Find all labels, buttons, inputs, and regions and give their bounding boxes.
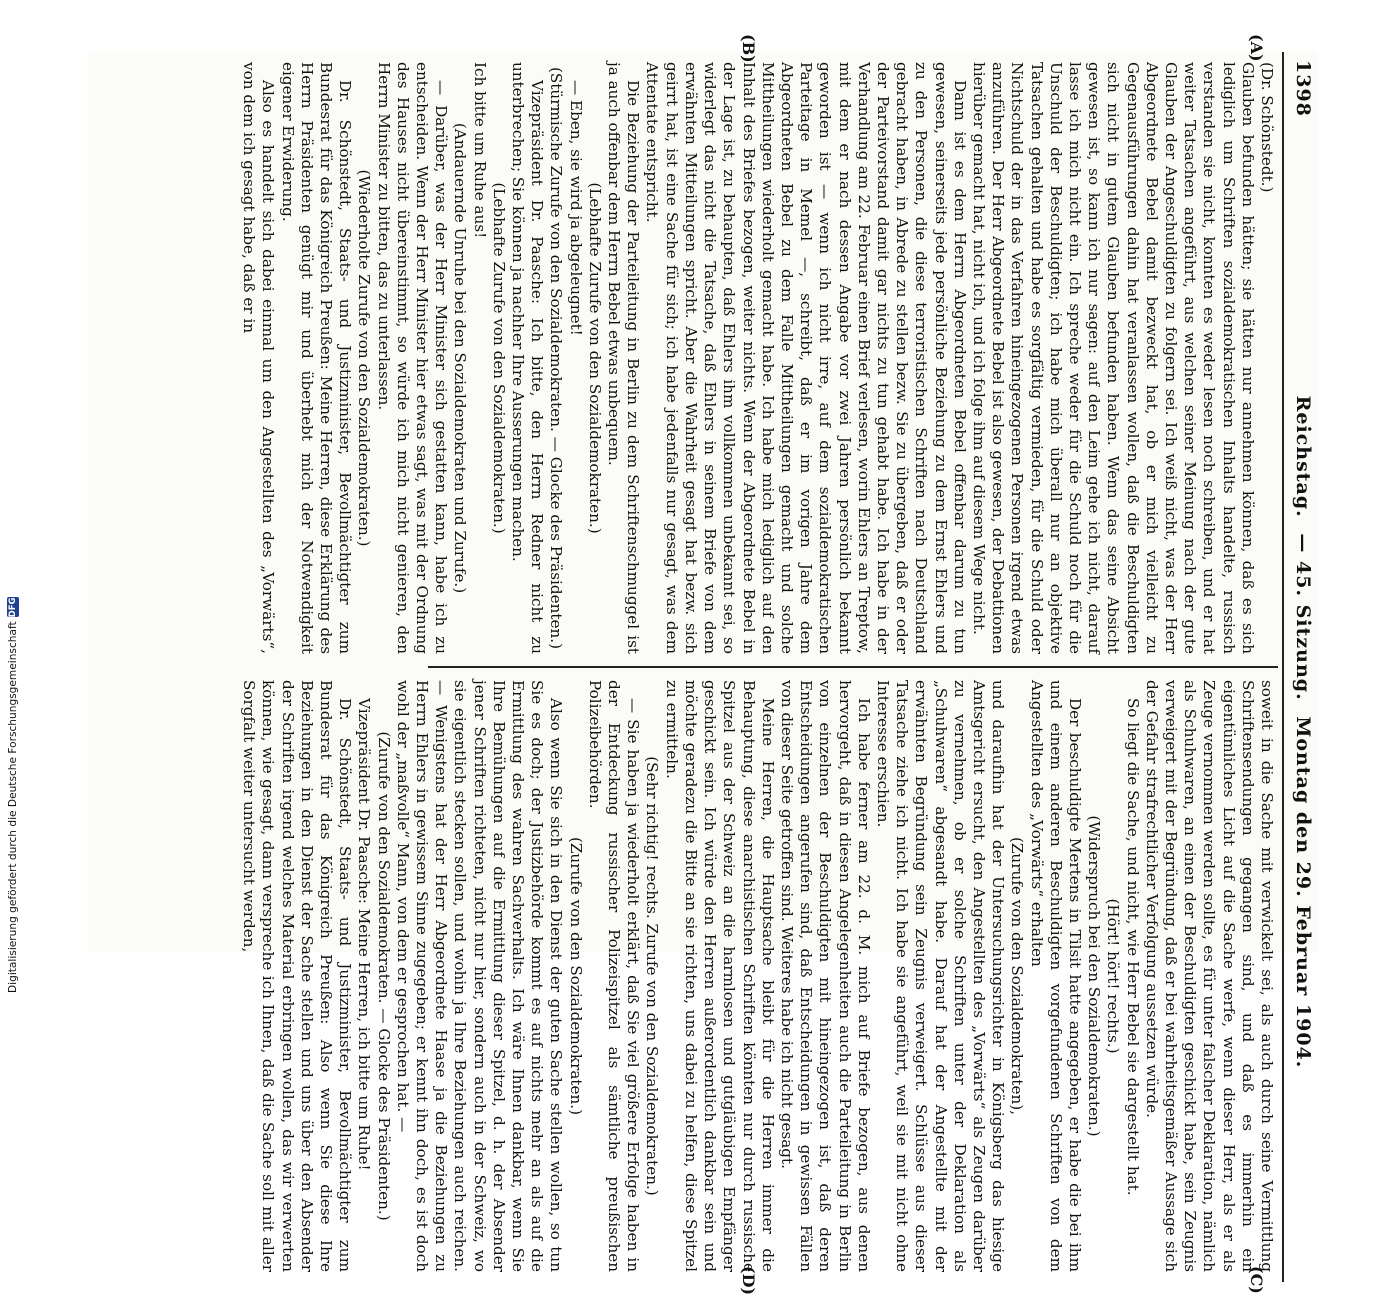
margin-mark-b: (B) bbox=[739, 34, 758, 63]
right-interjection-3: (Zurufe von den Sozialdemokraten), bbox=[1008, 836, 1027, 1116]
right-interjection-1: (Hört! hört! rechts.) bbox=[1104, 898, 1123, 1054]
right-paragraph-2: So liegt die Sache, und nicht, wie Herr Bebel sie dargestellt hat. bbox=[1123, 698, 1142, 1196]
rotated-scanned-page bbox=[88, 34, 1318, 1295]
left-vice-president-remark: Vizepräsident Dr. Paasche: Ich bitte, den Herrn Redner nicht zu unterbrechen; Sie können ja nachher Ihre Ausserungen machen. bbox=[509, 62, 547, 654]
right-interjection-4: (Sehr richtig! rechts. Zurufe von den Sozialdemokraten.) bbox=[643, 756, 662, 1196]
margin-mark-d: (D) bbox=[739, 1266, 758, 1295]
left-minister-paragraph: Dr. Schönstedt, Staats- und Justizminister, Bevollmächtigter zum Bundesrat für das Königreich Preußen: Meine Herren, diese Erklärung des Herrn Präsidenten genügt mir und überhebt mich der Notwendigkeit eigener Erwiderung. bbox=[278, 62, 355, 654]
right-paragraph-4: und daraufhin hat der Untersuchungsrichter in Königsberg das hiesige Amtsgericht ersucht, den Angestellten des „Vorwärts“ als Zeugen darüber zu vernehmen, ob er solche Schriften unter der Deklaration als „Schuhwaren“ abgesandt habe. Darauf hat der Angestellte mit der erwähnten Begründung sein Zeugnis verweigert. Schlüsse aus dieser Tatsache ziehe ich nicht. Ich habe sie angeführt, weil sie mit nicht ohne Interesse erschien. bbox=[873, 680, 1008, 1272]
left-last-paragraph: Also es handelt sich dabei einmal um den Angestellten des „Vorwärts“, von dem ich gesagt habe, daß er in bbox=[240, 62, 278, 654]
header-title-right: Montag den 29. Februar 1904. bbox=[1292, 716, 1314, 1069]
header-title-center: — 45. Sitzung. bbox=[1292, 533, 1314, 701]
right-column bbox=[240, 680, 1276, 1272]
right-interjection-2: (Widerspruch bei den Sozialdemokraten.) bbox=[1085, 815, 1104, 1137]
dfg-logo: DFG bbox=[8, 597, 18, 618]
margin-mark-a: (A) bbox=[1247, 34, 1266, 62]
right-minister-paragraph: Dr. Schönstedt, Staats- und Justizminister, Bevollmächtigter zum Bundesrat für das Königreich Preußen: Also wenn Sie diese Ihre Beziehungen in den Dienst der Sache stellen und uns über den Absender der Schriften irgend welches Material erbringen wollen, das wir verwerten können, wie gesagt, dann verspreche ich Ihnen, daß die Sache soll mit aller Sorgfalt weiter untersucht werden, bbox=[240, 680, 355, 1272]
right-paragraph-3: Der beschuldigte Mertens in Tilsit hatte angegeben, er habe die bei ihm und einem anderen Beschuldigten vorgefundenen Schriften von dem Angestellten des „Vorwärts“ erhalten bbox=[1027, 680, 1084, 1272]
header-rule bbox=[1282, 52, 1284, 1282]
right-paragraph-1: soweit in die Sache mit verwickelt sei, als auch durch seine Vermittlung Schriftensendungen gegangen sind, und daß es immerhin ein eigentümliches Licht auf die Sache werfe, wenn dieser Herr, als er als Zeuge vernommen werden sollte, es für unter falscher Deklaration, nämlich als Schuhwaren, an einen der Beschuldigten geschickt habe, sein Zeugnis verweigert mit der Begründung, daß er bei wahrheitsgemäßer Aussage sich der Gefahr strafrechtlicher Verfolgung aussetzen würde. bbox=[1142, 680, 1276, 1272]
left-closing-paragraph: — Darüber, was der Herr Minister sich gestatten kann, habe ich zu entscheiden. Wenn der Herr Minister hier etwas sagt, was mit der Ordnung des Hauses nicht übereinstimmt, so würde ich mich nicht genieren, den Herrn Minister zu bitten, das zu unterlassen. bbox=[374, 62, 451, 654]
right-paragraph-8: Also wenn Sie sich in den Dienst der guten Sache stellen wollen, so tun Sie es doch; der Justizbehörde kommt es auf nichts mehr an als auf die Ermittlung des wahren Sachverhalts. Ich wäre Ihnen dankbar, wenn Sie Ihre Bemühungen auf die Ermittlung dieser Spitzel, d. h. der Absender jener Schriften richteten, nicht nur hier, sondern auch in der Schweiz, wo sie eigentlich stecken sollen, und wohin ja Ihre Beziehungen auch reichen. — Wenigstens hat der Herr Abgeordnete Haase ja die Beziehungen zu Herrn Ehlers in gewissem Sinne zugegeben; er kennt ihn doch, es ist doch wohl der „maßvolle“ Mann, von dem er gesprochen hat. — bbox=[393, 680, 566, 1272]
right-interjection-5: (Zurufe von den Sozialdemokraten.) bbox=[566, 836, 585, 1116]
page-number: 1398 bbox=[1292, 60, 1314, 117]
right-paragraph-6: Meine Herren, die Hauptsache bleibt für die Herren immer die Behauptung, diese anarchistischen Schriften könnten nur durch russische Spitzel aus der Schweiz an die harmlosen und gutgläubigen Empfänger geschickt sein. Ich würde den Herren außerordentlich dankbar sein und möchte geradezu die Bitte an sie richten, uns dabei zu helfen, diese Spitzel zu ermitteln. bbox=[662, 680, 777, 1272]
left-interjection-4: (Andauernde Unruhe bei den Sozialdemokraten und Zurufe.) bbox=[451, 122, 470, 594]
left-column bbox=[240, 62, 1276, 654]
margin-mark-c: (C) bbox=[1247, 1266, 1266, 1294]
column-separator bbox=[428, 666, 1278, 668]
left-paragraph-2: Dann ist es dem Herrn Abgeordneten Bebel offenbar darum zu tun gewesen, seinerseits jede persönliche Beziehung zu dem Ernst Ehlers und zu den Personen, die diese terroristischen Schriften nach Deutschland gebracht haben, in Abrede zu stellen bezw. Sie zu übergeben, daß er oder der Parteivorstand damit gar nichts zu tun gehabt habe. Ich habe in der Verhandlung am 22. Februar einen Brief verlesen, worin Ehlers an Treptow, mit dem er nach dessen Angabe vor zwei Jahren persönlich bekannt geworden ist — wenn ich nicht irre, auf dem sozialdemokratischen Parteitage in Memel —, schreibt, daß er im vorigen Jahre dem Abgeordneten Bebel zu dem Falle Mittheilungen gemacht und solche Mittheilungen wiederholt gemacht habe. Ich habe mich lediglich auf den Inhalt des Briefes bezogen, weiter nichts. Wenn der Abgeordnete Bebel in der Lage ist, zu behaupten, daß Ehlers ihm vollkommen unbekannt sei, so widerlegt das nicht die Tatsache, daß Ehlers in seinem Briefe von dem erwähnten Mitteilungen spricht. Aber die Wahrheit gesagt hat bezw. sich geirrt hat, ist eine Sache für sich; ich habe jedenfalls nur gesagt, was dem Attentate entspricht. bbox=[643, 62, 969, 654]
left-reply-1: — Eben, sie wird ja abgeleugnet! bbox=[566, 80, 585, 336]
left-paragraph-3: Die Beziehung der Parteileitung in Berlin zu dem Schriftenschmuggel ist ja auch offenbar dem Herrn Bebel etwas unbequem. bbox=[605, 62, 643, 654]
right-paragraph-7: — Sie haben ja wiederholt erklärt, daß Sie viel größere Erfolge haben in der Entdeckung russischer Polizeispitzel als sämtliche preußischen Polizeibehörden. bbox=[585, 680, 643, 1272]
left-interjection-5: (Wiederholte Zurufe von den Sozialdemokraten.) bbox=[355, 169, 374, 547]
right-interjection-6: (Zurufe von den Sozialdemokraten. — Glocke des Präsidenten.) bbox=[374, 731, 393, 1221]
running-header bbox=[1292, 232, 1314, 1232]
header-title-left: Reichstag. bbox=[1292, 395, 1314, 518]
left-quiet-request: Ich bitte um Ruhe aus! bbox=[470, 62, 489, 239]
left-interjection-3: (Lebhafte Zurufe von den Sozialdemokraten.) bbox=[489, 182, 508, 534]
left-paragraph-1: Glauben befunden hätten; sie hätten nur annehmen können, daß es sich lediglich um Schriften sozialdemokratischen Inhalts handelte, russisch verstanden sie nicht, konnten es weder lesen noch schreiben, und er hat weiter Tatsachen angeführt, aus welchen seiner Meinung nach der gute Glauben der Angeschuldigten zu folgern sei. Ich weiß nicht, was der Herr Abgeordnete Bebel damit bezweckt hat, ob er mich vielleicht zu Gegenausführungen dahin hat veranlassen wollen, daß die Beschuldigten sich nicht in gutem Glauben befunden haben. Wenn das seine Absicht gewesen ist, so kann ich nur sagen: auf den Leim gehe ich nicht, darauf lasse ich mich nicht ein. Ich spreche weder für die Schuld noch für die Unschuld der Beschuldigten; ich habe mich überall nur an objektive Tatsachen gehalten und habe es sorgfältig vermieden, für die Schuld oder Nichtschuld der in das Verfahren hineingezogenen Personen irgend etwas anzuführen. Der Herr Abgeordnete Bebel ist also gewesen, der Debattionen hierüber gemacht hat, nicht ich, und ich folge ihm auf diesem Wege nicht. bbox=[969, 62, 1257, 654]
right-paragraph-5: Ich habe ferner am 22. d. M. mich auf Briefe bezogen, aus denen hervorgeht, daß in diesen Angelegenheiten auch die Parteileitung in Berlin von einzelnen der Beschuldigten mit hineingezogen ist, daß deren Entscheidungen angerufen sind, daß Entscheidungen in gewissen Fällen von dieser Seite getroffen sind. Weiteres habe ich nicht gesagt. bbox=[777, 680, 873, 1272]
left-interjection-1: (Lebhafte Zurufe von den Sozialdemokraten.) bbox=[585, 182, 604, 534]
right-vice-president-remark: Vizepräsident Dr. Paasche: Meine Herren, ich bitte um Ruhe! bbox=[355, 698, 374, 1171]
credit-text: Digitalisierung gefördert durch die Deutsche Forschungsgemeinschaft bbox=[7, 621, 19, 993]
speaker-reference: (Dr. Schönstedt.) bbox=[1258, 62, 1276, 193]
left-interjection-2: (Stürmische Zurufe von den Sozialdemokraten. — Glocke des Präsidenten.) bbox=[547, 66, 566, 650]
digitization-credit bbox=[4, 597, 22, 993]
